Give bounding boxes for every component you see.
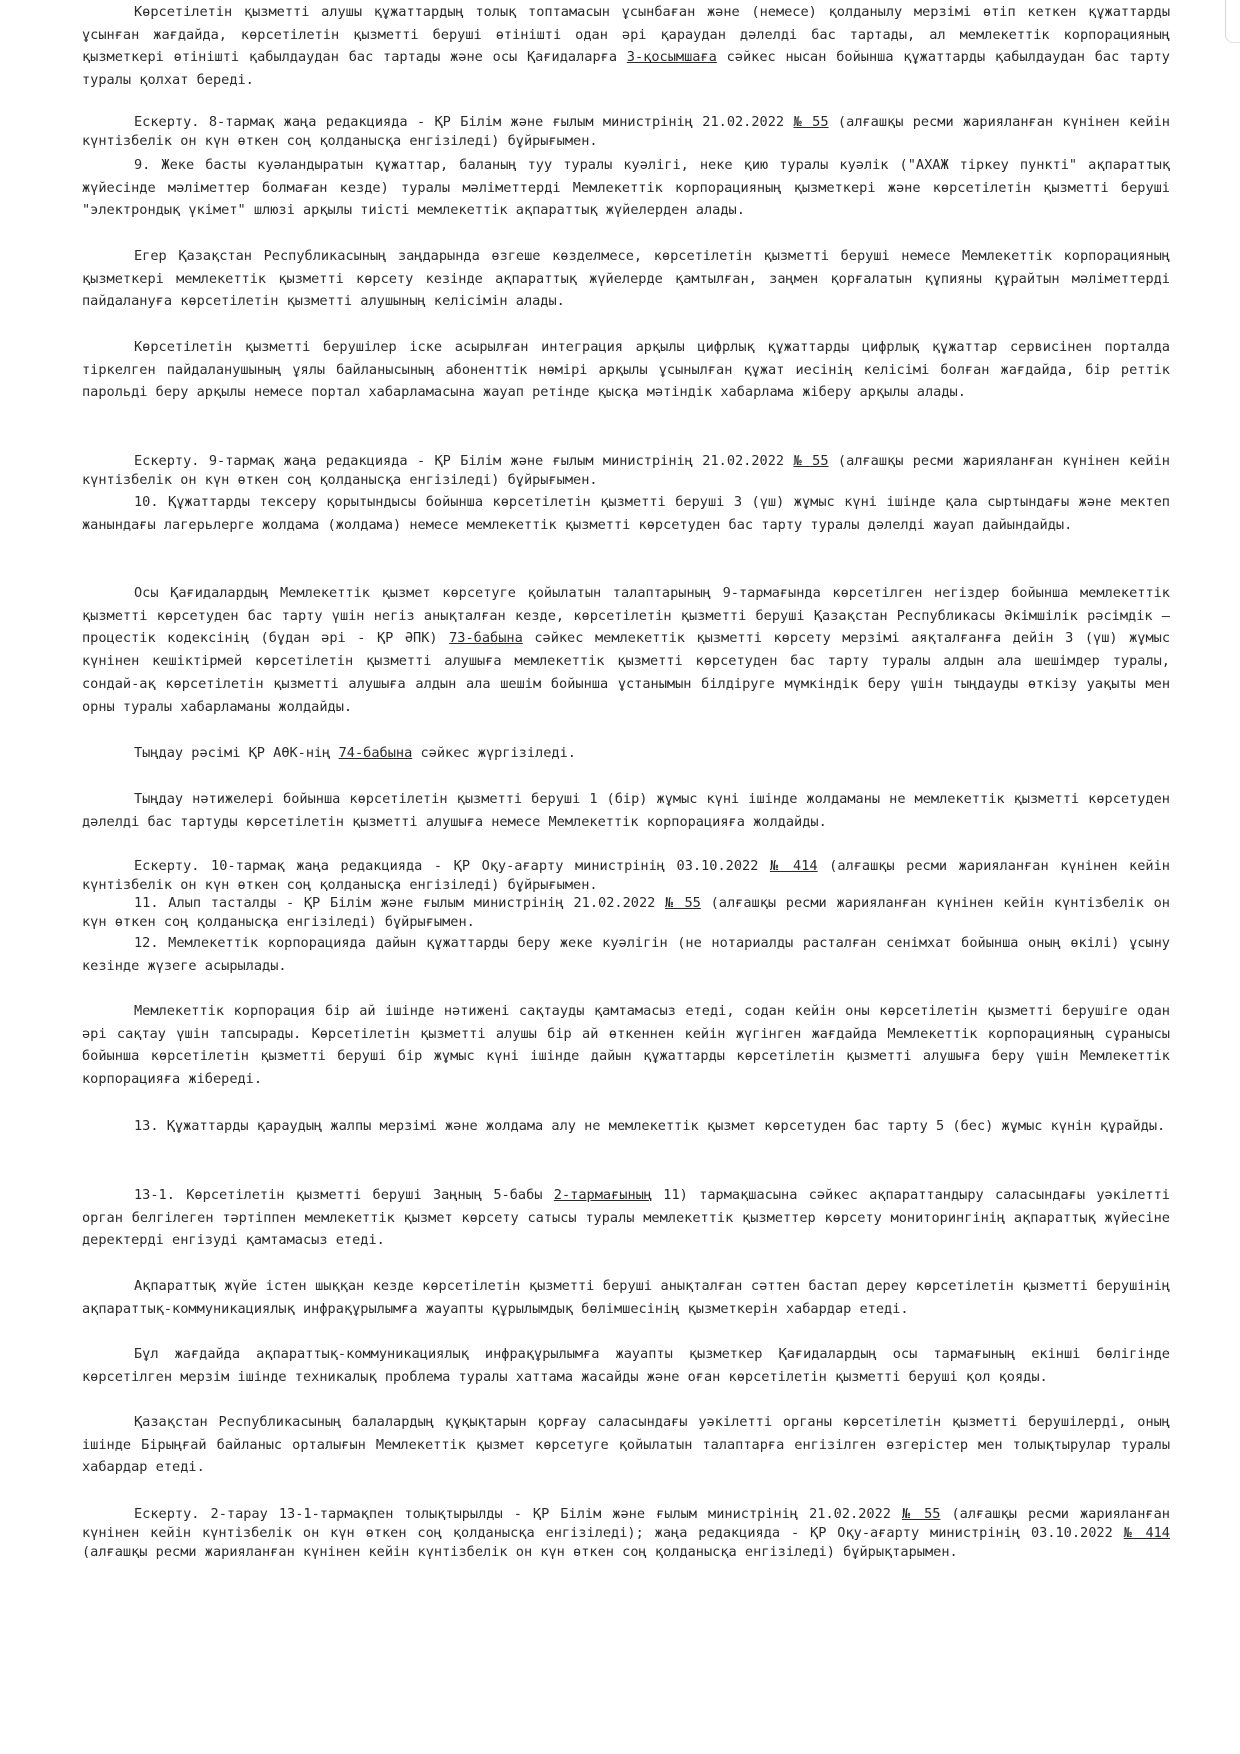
paragraph-item-13-1 bbox=[82, 1184, 1170, 1252]
note-chapter-2 bbox=[82, 1505, 1170, 1563]
text: 11. Алып тасталды - ҚР Білім және ғылым министрінің 21.02.2022 bbox=[134, 895, 666, 911]
paragraph-protocol: Бұл жағдайда ақпараттық-коммуникациялық инфрақұрылымға жауапты қызметкер Қағидалардың осы тармағының екінші бөлігінде көрсетілген мерзім ішінде техникалық проблема туралы хаттама жасайды және оған көрсетілетін қызметті беруші қол қояды. bbox=[82, 1346, 1170, 1385]
link-order-414[interactable]: № 414 bbox=[769, 858, 818, 874]
link-appendix-3[interactable]: 3-қосымшаға bbox=[626, 49, 717, 66]
paragraph-item-10: 10. Құжаттарды тексеру қорытындысы бойынша көрсетілетін қызметті беруші 3 (үш) жұмыс күні ішінде қала сыртындағы және мектеп жанындағы лагерьлерге жолдама (жолдама) немесе мемлекеттік қызметті көрсетуден бас тарту туралы дәлелді жауап дайындайды. bbox=[82, 494, 1170, 533]
text: сәйкес мемлекеттік қызметті көрсету мерзімі аяқталғанға дейін 3 (үш) жұмыс күнінен кешіктірмей көрсетілетін қызметті алушыға мемлекеттік қызметті көрсетуден бас тарту туралы алдын ала шешімдер туралы, сондай-ақ көрсетілетін қызметті алушыға алдын ала шешім бойынша ұстанымын білдіруге мүмкіндік беру үшін тыңдауды өткізу уақыты мен орны туралы хабарламаны жолдайды. bbox=[82, 630, 1171, 715]
text: Ескерту. 2-тарау 13-1-тармақпен толықтырылды - ҚР Білім және ғылым министрінің 21.02.2022 bbox=[134, 1506, 902, 1522]
paragraph-item-12: 12. Мемлекеттік корпорацияда дайын құжаттарды беру жеке куәлігін (не нотариалды расталған сенімхат бойынша оның өкілі) ұсыну кезінде жүзеге асырылады. bbox=[82, 935, 1170, 974]
text: Көрсетілетін қызметті алушы құжаттардың толық топтамасын ұсынбаған және (немесе) қолданылу мерзімі өтіп кеткен құжаттарды ұсынған жағдайда, көрсетілетін қызметті беруші өтінішті одан әрі қараудан дәлелді бас тартады, ал мемлекеттік корпорацияның қызметкері өтінішті қабылдаудан бас тартады және осы Қағидаларға bbox=[82, 4, 1170, 66]
paragraph-consent: Егер Қазақстан Республикасының заңдарында өзгеше көзделмесе, көрсетілетін қызметті беруші немесе Мемлекеттік корпорацияның қызметкері мемлекеттік қызметті көрсету кезінде ақпараттық жүйелерде қамтылған, заңмен қорғалатын құпияны құрайтын мәліметтерді пайдалануға көрсетілетін қызметті алушының келісімін алады. bbox=[82, 248, 1170, 310]
text: (алғашқы ресми жарияланған күнінен кейін күнтізбелік он күн өткен соң қолданысқа енгізіледі) бұйрығымен. bbox=[82, 858, 1170, 894]
note-item-10 bbox=[82, 857, 1170, 895]
text: сәйкес нысан бойынша құжаттарды қабылдаудан бас тарту туралы қолхат береді. bbox=[82, 49, 1170, 89]
link-order-55[interactable]: № 55 bbox=[665, 895, 701, 911]
note-item-8 bbox=[82, 113, 1170, 151]
paragraph-hearing-procedure bbox=[82, 742, 576, 765]
link-order-414[interactable]: № 414 bbox=[1123, 1525, 1170, 1542]
note-item-11 bbox=[82, 894, 1170, 932]
text: сәйкес жүргізіледі. bbox=[412, 745, 576, 761]
paragraph-item-9: 9. Жеке басты куәландыратын құжаттар, баланың туу туралы куәлігі, неке қию туралы куәлік ("АХАЖ тіркеу пункті" ақпараттық жүйесінде мәліметтер болмаған кезде) туралы мәліметтерді Мемлекеттік корпорацияның қызметкері және көрсетілетін қызметті беруші "электрондық үкімет" шлюзі арқылы тиісті мемлекеттік ақпараттық жүйелерден алады. bbox=[82, 157, 1170, 219]
text: (алғашқы ресми жарияланған күнінен кейін күнтізбелік он күн өткен соң қолданысқа енгізіледі) бұйрығымен. bbox=[82, 114, 1170, 150]
text: 13-1. Көрсетілетін қызметті беруші Заңның 5-бабы bbox=[134, 1187, 554, 1203]
page-edge-decoration bbox=[1225, 0, 1240, 43]
paragraph-refusal-receipt bbox=[82, 1, 1170, 92]
text: (алғашқы ресми жарияланған күнінен кейін күнтізбелік он күн өткен соң қолданысқа енгізіледі); жаңа редакцияда - ҚР Оқу-ағарту министрінің 03.10.2022 bbox=[82, 1506, 1170, 1542]
text: Ескерту. 9-тармақ жаңа редакцияда - ҚР Білім және ғылым министрінің 21.02.2022 bbox=[134, 453, 794, 469]
link-order-55[interactable]: № 55 bbox=[793, 453, 829, 469]
paragraph-storage: Мемлекеттік корпорация бір ай ішінде нәтижені сақтауды қамтамасыз етеді, содан кейін оны көрсетілетін қызметті берушіге одан әрі сақтау үшін тапсырады. Көрсетілетін қызметті алушы бір ай өткеннен кейін жүгінген жағдайда Мемлекеттік корпорацияның сұранысы бойынша көрсетілетін қызметті беруші бір жұмыс күні ішінде дайын құжаттарды көрсетілетін қызметті алушыға беру үшін Мемлекеттік корпорацияға жібереді. bbox=[82, 1003, 1170, 1088]
text: (алғашқы ресми жарияланған күнінен кейін күнтізбелік он күн өткен соң қолданысқа енгізіледі) бұйрықтарымен. bbox=[82, 1544, 958, 1561]
paragraph-hearing-results: Тыңдау нәтижелері бойынша көрсетілетін қызметті беруші 1 (бір) жұмыс күні ішінде жолдаманы не мемлекеттік қызметті көрсетуден дәлелді бас тартуды көрсетілетін қызметті алушыға немесе Мемлекеттік корпорацияға жолдайды. bbox=[82, 791, 1170, 830]
link-article-74[interactable]: 74-бабына bbox=[338, 745, 413, 761]
link-order-55[interactable]: № 55 bbox=[901, 1506, 941, 1522]
text: (алғашқы ресми жарияланған күнінен кейін күнтізбелік он күн өткен соң қолданысқа енгізіледі) бұйрығымен. bbox=[82, 453, 1170, 489]
paragraph-item-13: 13. Құжаттарды қараудың жалпы мерзімі және жолдама алу не мемлекеттік қызмет көрсетуден бас тарту 5 (бес) жұмыс күнін құрайды. bbox=[134, 1118, 1166, 1134]
text: (алғашқы ресми жарияланған күнінен кейін күнтізбелік он күн өткен соң қолданысқа енгізіледі) бұйрығымен. bbox=[82, 895, 1170, 931]
paragraph-system-failure: Ақпараттық жүйе істен шыққан кезде көрсетілетін қызметті беруші анықталған сәттен бастап дереу көрсетілетін қызметті берушінің ақпараттық-коммуникациялық инфрақұрылымға жауапты құрылымдық бөлімшесінің қызметкерін хабардар етеді. bbox=[82, 1278, 1170, 1317]
paragraph-refusal-grounds bbox=[82, 582, 1170, 718]
text: Ескерту. 8-тармақ жаңа редакцияда - ҚР Білім және ғылым министрінің 21.02.2022 bbox=[134, 114, 794, 130]
link-order-55[interactable]: № 55 bbox=[793, 114, 829, 130]
text: 11) тармақшасына сәйкес ақпараттандыру саласындағы уәкілетті орган белгілеген тәртіппен мемлекеттік қызмет көрсету сатысы туралы мемлекеттік қызметтер көрсету мониторингінің ақпараттық жүйесіне деректерді енгізуді қамтамасыз етеді. bbox=[82, 1187, 1170, 1249]
text: Тыңдау рәсімі ҚР АӨК-нің bbox=[134, 745, 339, 761]
link-clause-2[interactable]: 2-тармағының bbox=[553, 1187, 652, 1203]
text: Осы Қағидалардың Мемлекеттік қызмет көрсетуге қойылатын талаптарының 9-тармағында көрсетілген негіздер бойынша мемлекеттік қызметті көрсетуден бас тарту үшін негіз анықталған кезде, көрсетілетін қызметті беруші Қазақстан Республикасы Әкімшілік рәсімдік – процестік кодексінің (бұдан әрі - ҚР ӘПК) bbox=[82, 585, 1170, 647]
paragraph-digital-documents: Көрсетілетін қызметті берушілер іске асырылған интеграция арқылы цифрлық құжаттарды цифрлық құжаттар сервисінен порталда тіркелген пайдаланушының ұялы байланысының абоненттік нөмірі арқылы ұсынылған құжат иесінің келісімі болған жағдайда, бір реттік парольді беру арқылы немесе портал хабарламасына жауап ретінде қысқа мәтіндік хабарлама жіберу арқылы алады. bbox=[82, 339, 1170, 401]
paragraph-notification: Қазақстан Республикасының балалардың құқықтарын қорғау саласындағы уәкілетті органы көрсетілетін қызметті берушілерді, оның ішінде Бірыңғай байланыс орталығын Мемлекеттік қызмет көрсетуге қойылатын талаптарға енгізілген өзгерістер мен толықтырулар туралы хабардар етеді. bbox=[82, 1414, 1170, 1476]
note-item-9 bbox=[82, 452, 1170, 490]
link-article-73[interactable]: 73-бабына bbox=[449, 630, 523, 647]
text: Ескерту. 10-тармақ жаңа редакцияда - ҚР Оқу-ағарту министрінің 03.10.2022 bbox=[134, 858, 770, 874]
